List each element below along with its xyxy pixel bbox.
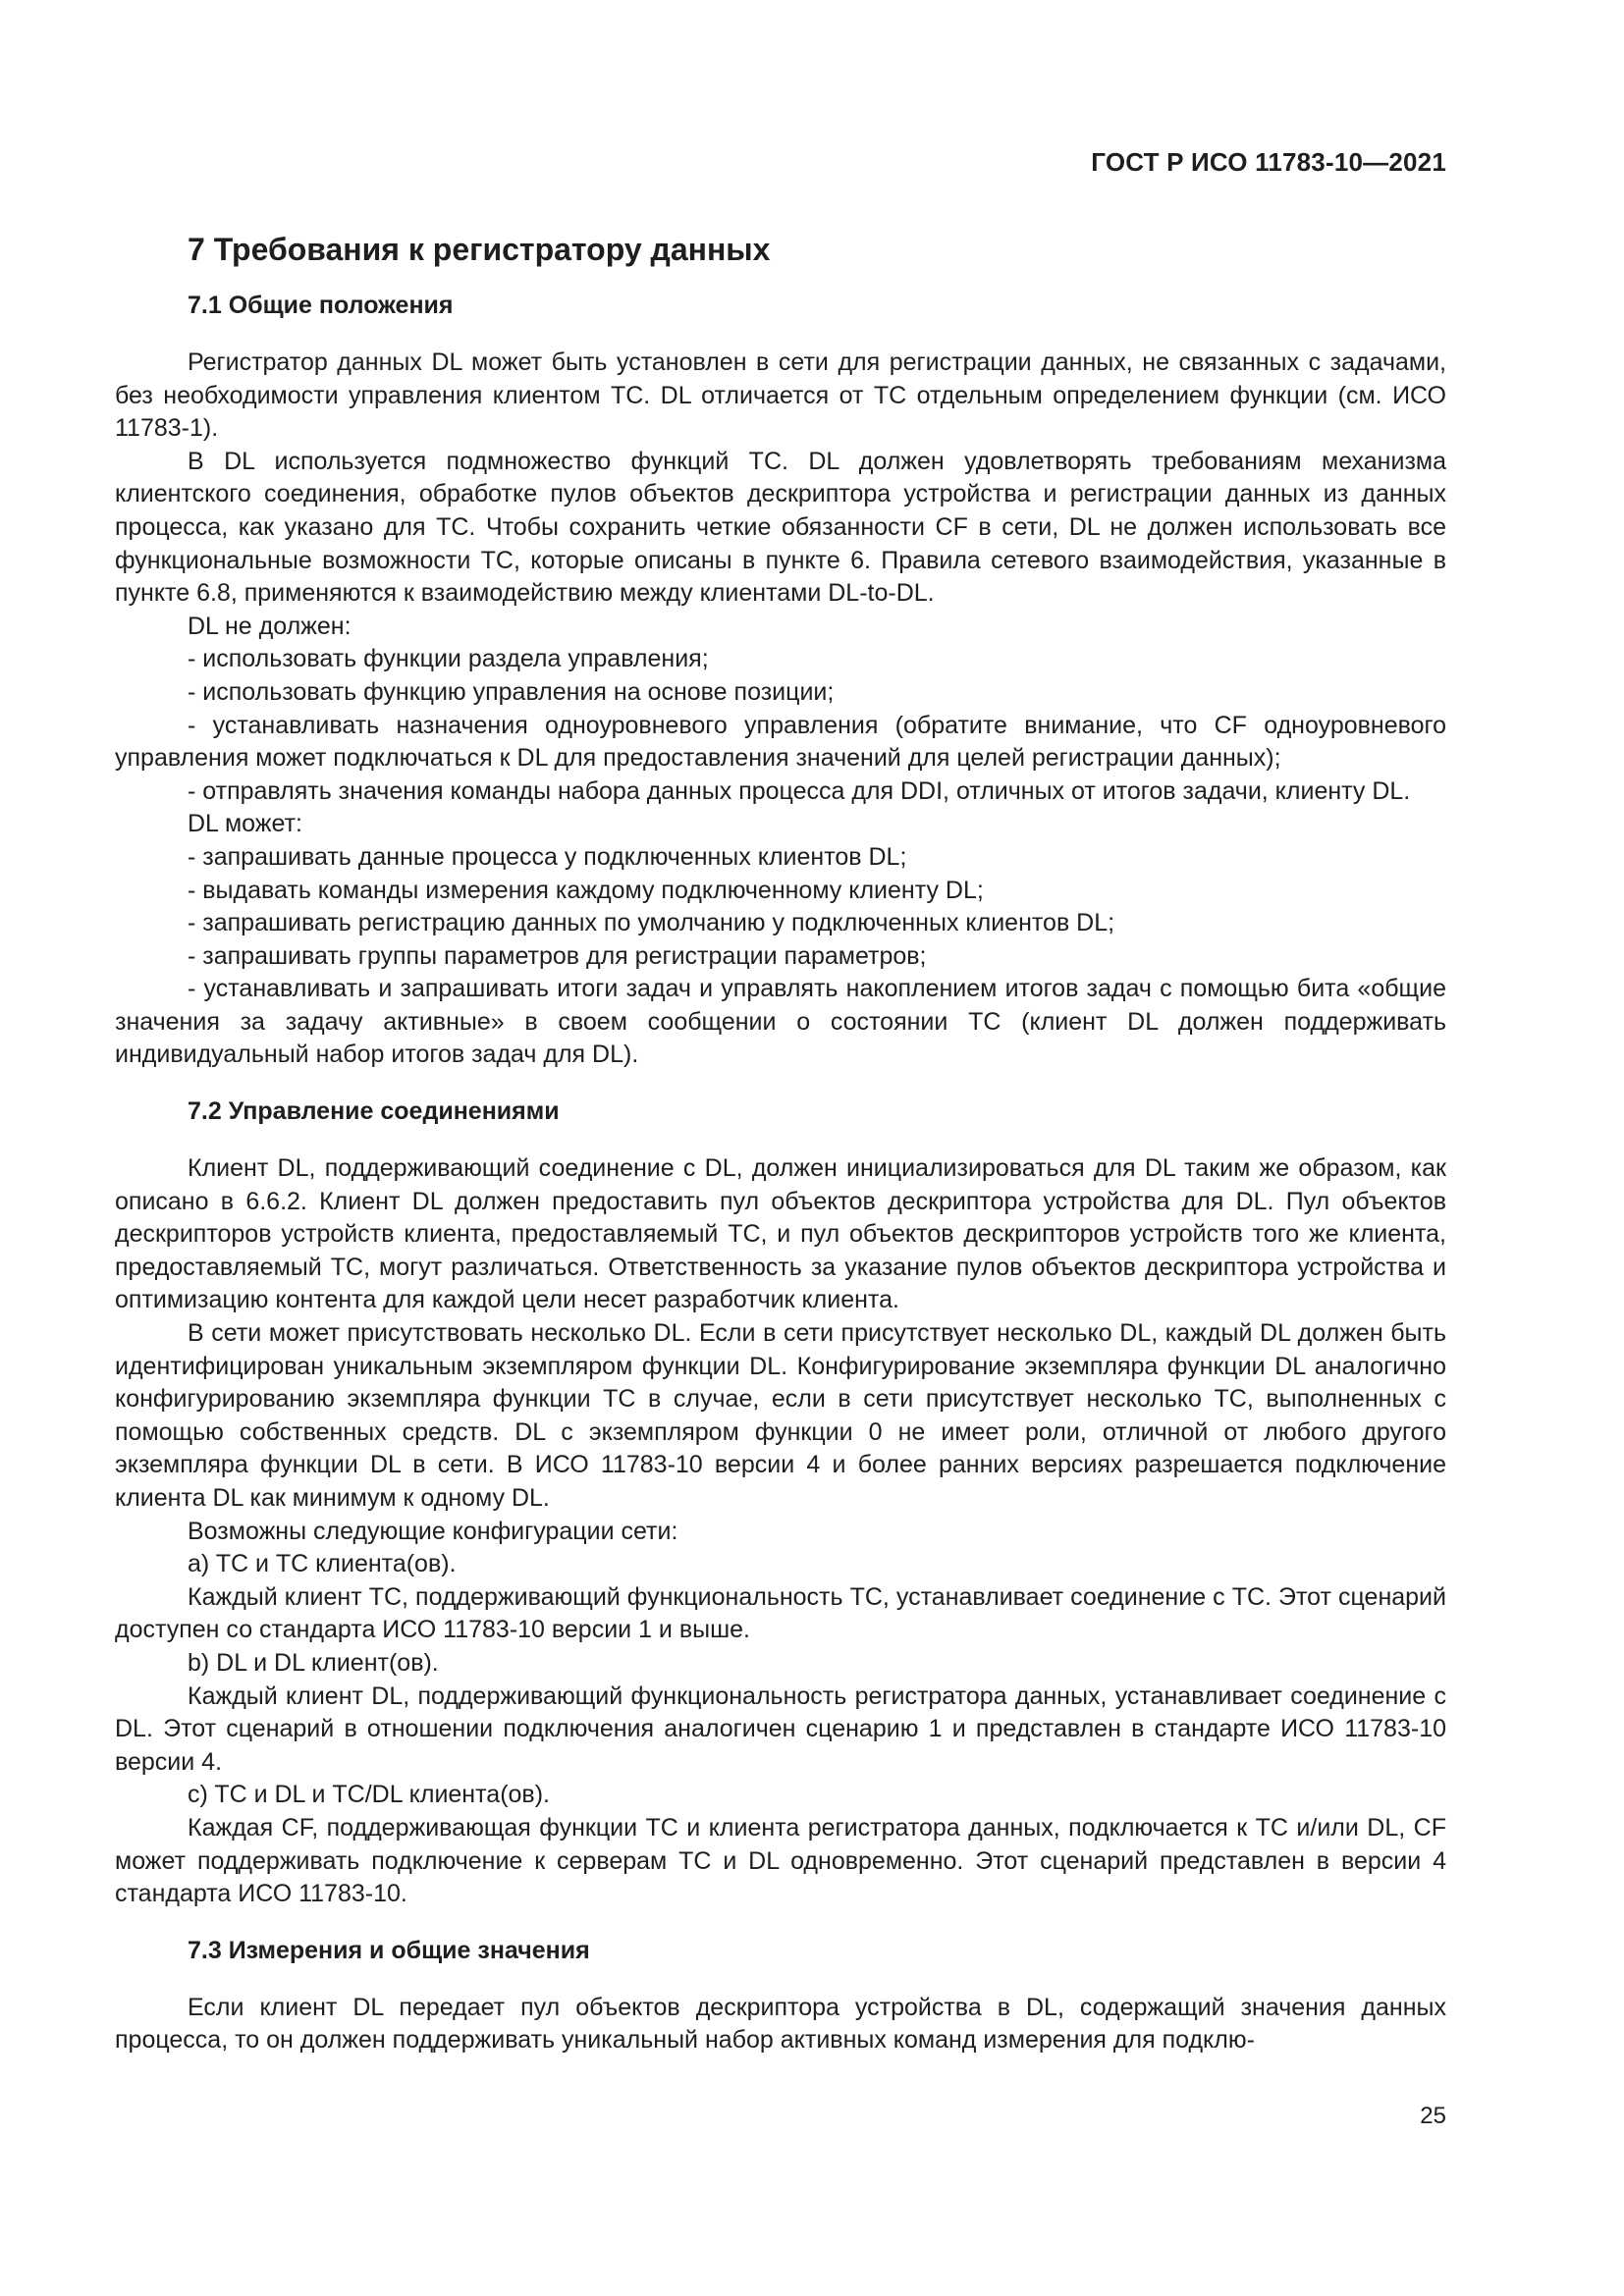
list-item: - устанавливать назначения одноуровневого управления (обратите внимание, что CF одноуровневого управления может подключаться к DL для предоставления значений для целей регистрации данных);	[115, 711, 1446, 773]
paragraph: Если клиент DL передает пул объектов дескриптора устройства в DL, содержащий значения данных процесса, то он должен поддерживать уникальный набор активных команд измерения для подклю-	[115, 1993, 1446, 2055]
list-item: c) TC и DL и TC/DL клиента(ов).	[188, 1781, 550, 1809]
list-item: - использовать функцию управления на основе позиции;	[188, 677, 835, 706]
subsection-heading-7-3: 7.3 Измерения и общие значения	[188, 1936, 590, 1964]
paragraph: Каждая CF, поддерживающая функции TC и клиента регистратора данных, подключается к TC и/или DL, CF может поддерживать подключение к серверам TC и DL одновременно. Этот сценарий представлен в версии 4 стандарта ИСО 11783-10.	[115, 1813, 1446, 1908]
paragraph: В DL используется подмножество функций TC. DL должен удовлетворять требованиям механизма клиентского соединения, обработке пулов объектов дескриптора устройства и регистрации данных из данных процесса, как указано для TC. Чтобы сохранить четкие обязанности CF в сети, DL не должен использовать все функциональные возможности TC, которые описаны в пункте 6. Правила сетевого взаимодействия, указанные в пункте 6.8, применяются к взаимодействию между клиентами DL-to-DL.	[115, 447, 1446, 608]
list-item: - запрашивать регистрацию данных по умолчанию у подключенных клиентов DL;	[188, 909, 1115, 937]
list-item: - выдавать команды измерения каждому подключенному клиенту DL;	[188, 876, 984, 904]
list-item: a) TC и TC клиента(ов).	[188, 1550, 457, 1578]
page-number: 25	[1420, 2103, 1446, 2129]
list-item: - запрашивать данные процесса у подключенных клиентов DL;	[188, 842, 907, 871]
list-item: - устанавливать и запрашивать итоги задач и управлять накоплением итогов задач с помощью бита «общие значения за задачу активные» в своем сообщении о состоянии TC (клиент DL должен поддерживать индивидуальный набор итогов задач для DL).	[115, 975, 1446, 1069]
list-item: - использовать функции раздела управления;	[188, 645, 709, 673]
section-title: 7 Требования к регистратору данных	[188, 232, 771, 267]
subsection-heading-7-1: 7.1 Общие положения	[188, 292, 454, 319]
paragraph: В сети может присутствовать несколько DL. Если в сети присутствует несколько DL, каждый DL должен быть идентифицирован уникальным экземпляром функции DL. Конфигурирование экземпляра функции DL аналогично конфигурированию экземпляра функции TC в случае, если в сети присутствует несколько TC, выполненных с помощью собственных средств. DL с экземпляром функции 0 не имеет роли, отличной от любого другого экземпляра функции DL в сети. В ИСО 11783-10 версии 4 и более ранних версиях разрешается подключение клиента DL как минимум к одному DL.	[115, 1319, 1446, 1512]
paragraph: Каждый клиент TC, поддерживающий функциональность TC, устанавливает соединение с TC. Этот сценарий доступен со стандарта ИСО 11783-10 версии 1 и выше.	[115, 1582, 1446, 1644]
paragraph: Возможны следующие конфигурации сети:	[188, 1517, 678, 1545]
paragraph: Регистратор данных DL может быть установлен в сети для регистрации данных, не связанных с задачами, без необходимости управления клиентом TC. DL отличается от TC отдельным определением функции (см. ИСО 11783-1).	[115, 348, 1446, 443]
document-body	[115, 220, 1446, 2057]
document-id: ГОСТ Р ИСО 11783-10—2021	[1091, 147, 1446, 177]
paragraph: DL может:	[188, 810, 302, 838]
paragraph: DL не должен:	[188, 612, 352, 640]
paragraph: Клиент DL, поддерживающий соединение с DL, должен инициализироваться для DL таким же образом, как описано в 6.6.2. Клиент DL должен предоставить пул объектов дескриптора устройства для DL. Пул объектов дескрипторов устройств клиента, предоставляемый TC, и пул объектов дескрипторов устройств того же клиента, предоставляемый TC, могут различаться. Ответственность за указание пулов объектов дескриптора устройства и оптимизацию контента для каждой цели несет разработчик клиента.	[115, 1154, 1446, 1314]
list-item: b) DL и DL клиент(ов).	[188, 1648, 439, 1677]
list-item: - отправлять значения команды набора данных процесса для DDI, отличных от итогов задачи, клиенту DL.	[188, 776, 1411, 805]
list-item: - запрашивать группы параметров для регистрации параметров;	[188, 941, 927, 970]
paragraph: Каждый клиент DL, поддерживающий функциональность регистратора данных, устанавливает соединение с DL. Этот сценарий в отношении подключения аналогичен сценарию 1 и представлен в стандарте ИСО 11783-10 версии 4.	[115, 1682, 1446, 1776]
subsection-heading-7-2: 7.2 Управление соединениями	[188, 1097, 560, 1126]
